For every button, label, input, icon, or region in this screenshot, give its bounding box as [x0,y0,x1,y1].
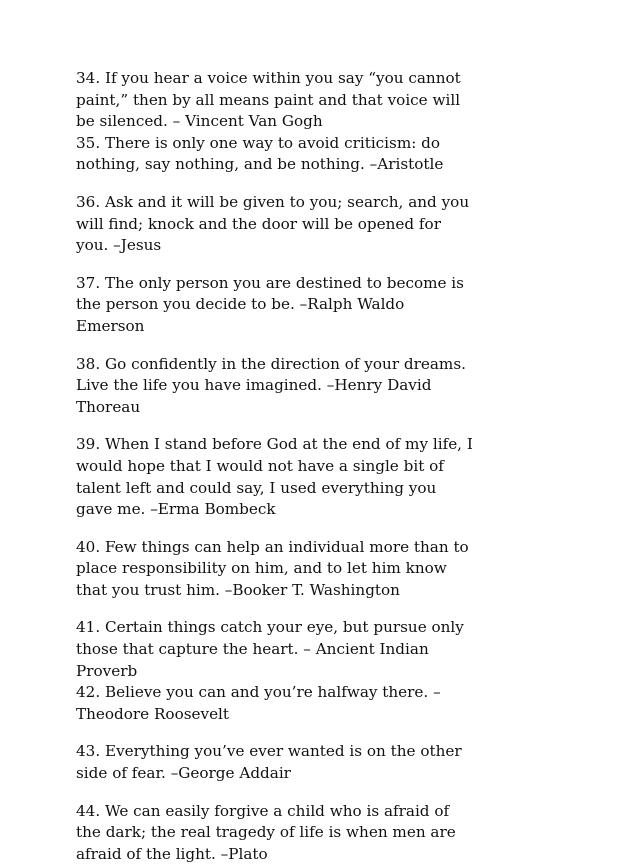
quote-43: 43. Everything you’ve ever wanted is on the other side of fear. –George Addair [76,742,462,783]
quote-38: 38. Go confidently in the direction of your dreams. Live the life you have imagined. –Henry David Thoreau [76,354,466,416]
quote-35: 35. There is only one way to avoid criticism: do nothing, say nothing, and be nothing. –Aristotle [76,133,444,174]
quote-40: 40. Few things can help an individual more than to place responsibility on him, and to let him know that you trust him. –Booker T. Washington [76,537,469,599]
quote-41: 41. Certain things catch your eye, but pursue only those that capture the heart. – Ancient Indian Proverb [76,618,464,680]
quote-39: 39. When I stand before God at the end of my life, I would hope that I would not have a single bit of talent left and could say, I used everything you gave me. –Erma Bombeck [76,435,473,519]
quote-44: 44. We can easily forgive a child who is afraid of the dark; the real tragedy of life is when men are afraid of the light. –Plato [76,801,456,863]
quote-list [76,68,476,865]
quote-34: 34. If you hear a voice within you say “you cannot paint,” then by all means paint and that voice will be silenced. – Vincent Van Gogh [76,69,461,131]
quote-42: 42. Believe you can and you’re halfway there. –Theodore Roosevelt [76,683,441,723]
quote-37: 37. The only person you are destined to become is the person you decide to be. –Ralph Waldo Emerson [76,273,464,335]
quote-36: 36. Ask and it will be given to you; search, and you will find; knock and the door will be opened for you. –Jesus [76,192,470,255]
